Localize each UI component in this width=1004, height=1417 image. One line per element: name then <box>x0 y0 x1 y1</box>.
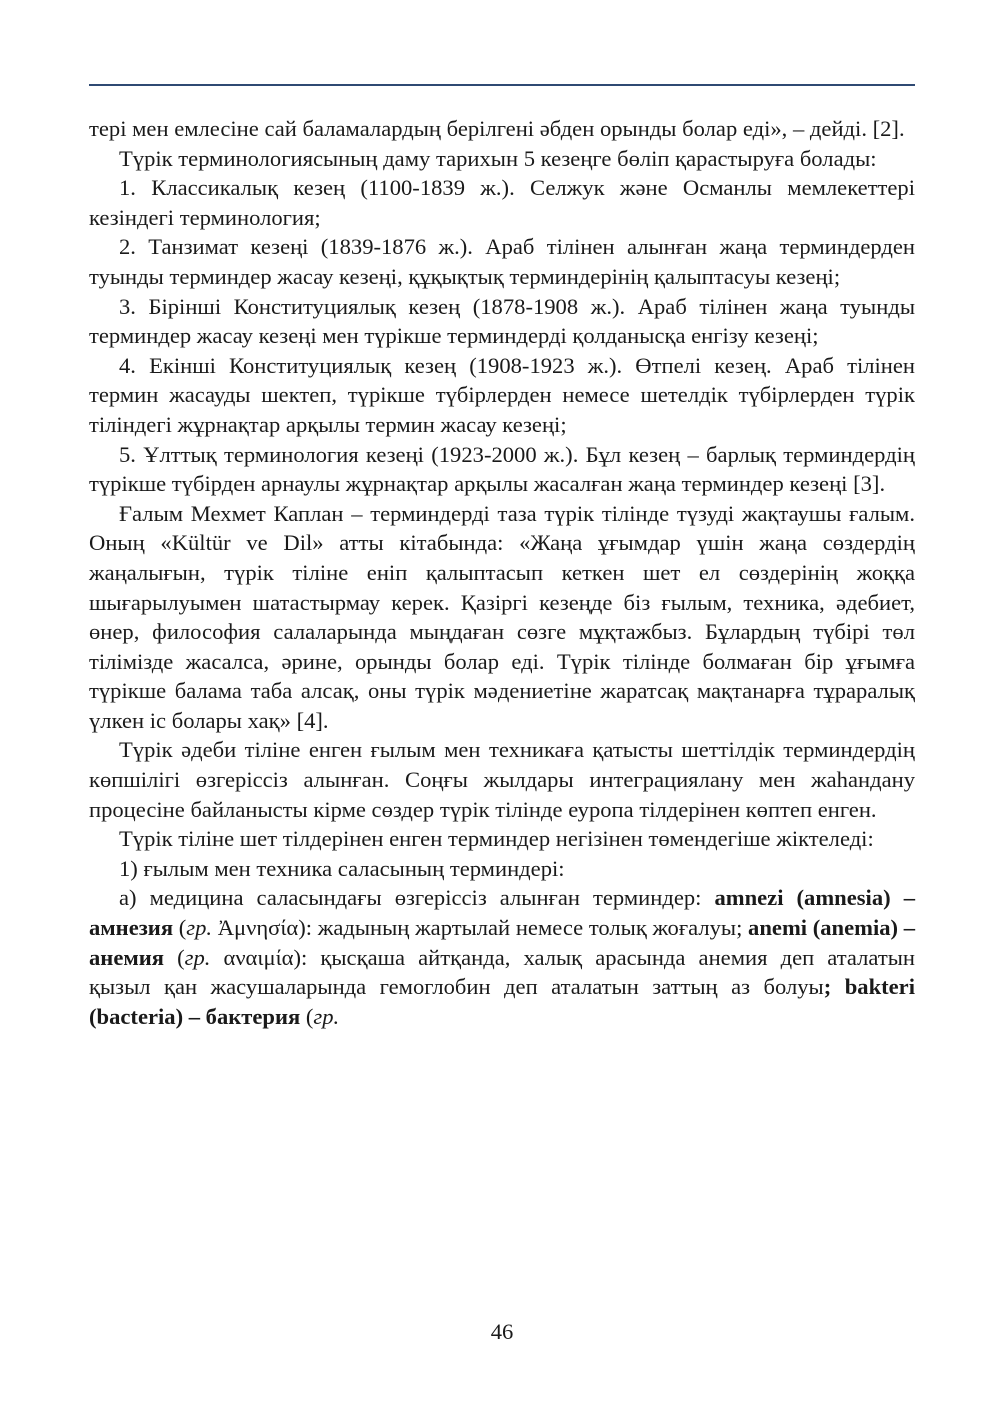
list-item-first-constitutional-period: 3. Бірінші Конституциялық кезең (1878-1908 ж.). Араб тілінен жаңа туынды терминдер жасау кезеңі мен түрікше терминдерді қолданысқа енгізу кезеңі; <box>89 293 915 349</box>
text-run: а) медицина саласындағы өзгеріссіз алынған терминдер: <box>119 885 715 911</box>
abbrev-greek: гр. <box>184 944 211 970</box>
list-item-national-terminology-period: 5. Ұлттық терминология кезеңі (1923-2000 ж.). Бұл кезең – барлық терминдердің түрікше түбірден арнаулы жұрнақтар арқылы жасалған жаңа терминдер кезеңі [3]. <box>89 441 915 497</box>
term-anemia: anemi (anemia) – анемия <box>89 915 916 970</box>
text-run: ( <box>173 915 187 941</box>
paragraph-classification-intro: Түрік тіліне шет тілдерінен енген терминдер негізінен төмендегіше жіктеледі: <box>119 826 874 852</box>
list-item-second-constitutional-period: 4. Екінші Конституциялық кезең (1908-1923 ж.). Өтпелі кезең. Араб тілінен термин жасауды шектеп, түрікше түбірлерден немесе шетелдік түбірлерден түрік тіліндегі жұрнақтар арқылы термин жасау кезеңі; <box>89 352 915 437</box>
term-amnesia: amnezi (amnesia) – амнезия <box>89 885 915 941</box>
abbrev-greek: гр. <box>313 1003 340 1029</box>
page-number: 46 <box>490 1319 514 1344</box>
term-bacteria: ; bakteri (bacteria) – бактерия <box>89 974 915 1029</box>
paragraph-foreign-terms: Түрік әдеби тіліне енген ғылым мен техникаға қатысты шеттілдік терминдердің көпшілігі өзгеріссіз алынған. Соңғы жылдары интеграциялану мен жаһандану процесіне байланысты кірме сөздер түрік тілінде еуропа тілдерінен көптеп енген. <box>89 737 915 822</box>
list-item-science-technology: 1) ғылым мен техника саласының терминдері: <box>119 855 565 881</box>
paragraph-mehmet-kaplan: Ғалым Мехмет Каплан – терминдерді таза түрік тілінде түзуді жақтаушы ғалым. Оның «Kültür ve Dil» атты кітабында: «Жаңа ұғымдар үшін жаңа сөздердің жаңалығын, түрік тіліне еніп қалыптасып кеткен шет ел сөздерінің жоққа шығарылуымен шатастырмау керек. Қазіргі кезеңде біз ғылым, техника, әдебиет, өнер, философия салаларында мыңдаған сөзге мұқтажбыз. Бұлардың түбірі төл тілімізде жасалса, әрине, орынды болар еді. Түрік тілінде болмаған бір ұғымға түрікше балама таба алсақ, оны түрік мәдениетіне жаратсақ мақтанарға тұраралық үлкен іс болары хақ» [4]. <box>89 500 915 733</box>
text-run: αναιμία): қысқаша айтқанда, халық арасында анемия деп аталатын қызыл қан жасушаларында гемоглобин деп аталатын заттың аз болуы <box>89 944 915 1000</box>
text-run: ( <box>300 1003 314 1029</box>
paragraph-continuation: тері мен емлесіне сай баламалардың берілгені әбден орынды болар еді», – дейді. [2]. <box>89 116 905 141</box>
header-rule <box>89 84 915 86</box>
paragraph-medical-terms <box>89 883 915 1031</box>
page-body <box>89 114 915 1031</box>
abbrev-greek: гр. <box>186 915 213 941</box>
paragraph-periods-intro: Түрік терминологиясының даму тарихын 5 кезеңге бөліп қарастыруға болады: <box>119 145 877 171</box>
list-item-tanzimat-period: 2. Танзимат кезеңі (1839-1876 ж.). Араб тілінен алынған жаңа терминдерден туынды терминдер жасау кезеңі, құқықтық терминдерінің қалыптасуы кезеңі; <box>89 234 915 289</box>
text-run: Ἀμνησία): жадының жартылай немесе толық жоғалуы; <box>212 915 749 941</box>
list-item-classical-period: 1. Классикалық кезең (1100-1839 ж.). Селжук және Османлы мемлекеттері кезіндегі терминология; <box>89 175 915 230</box>
text-run: ( <box>163 944 185 970</box>
